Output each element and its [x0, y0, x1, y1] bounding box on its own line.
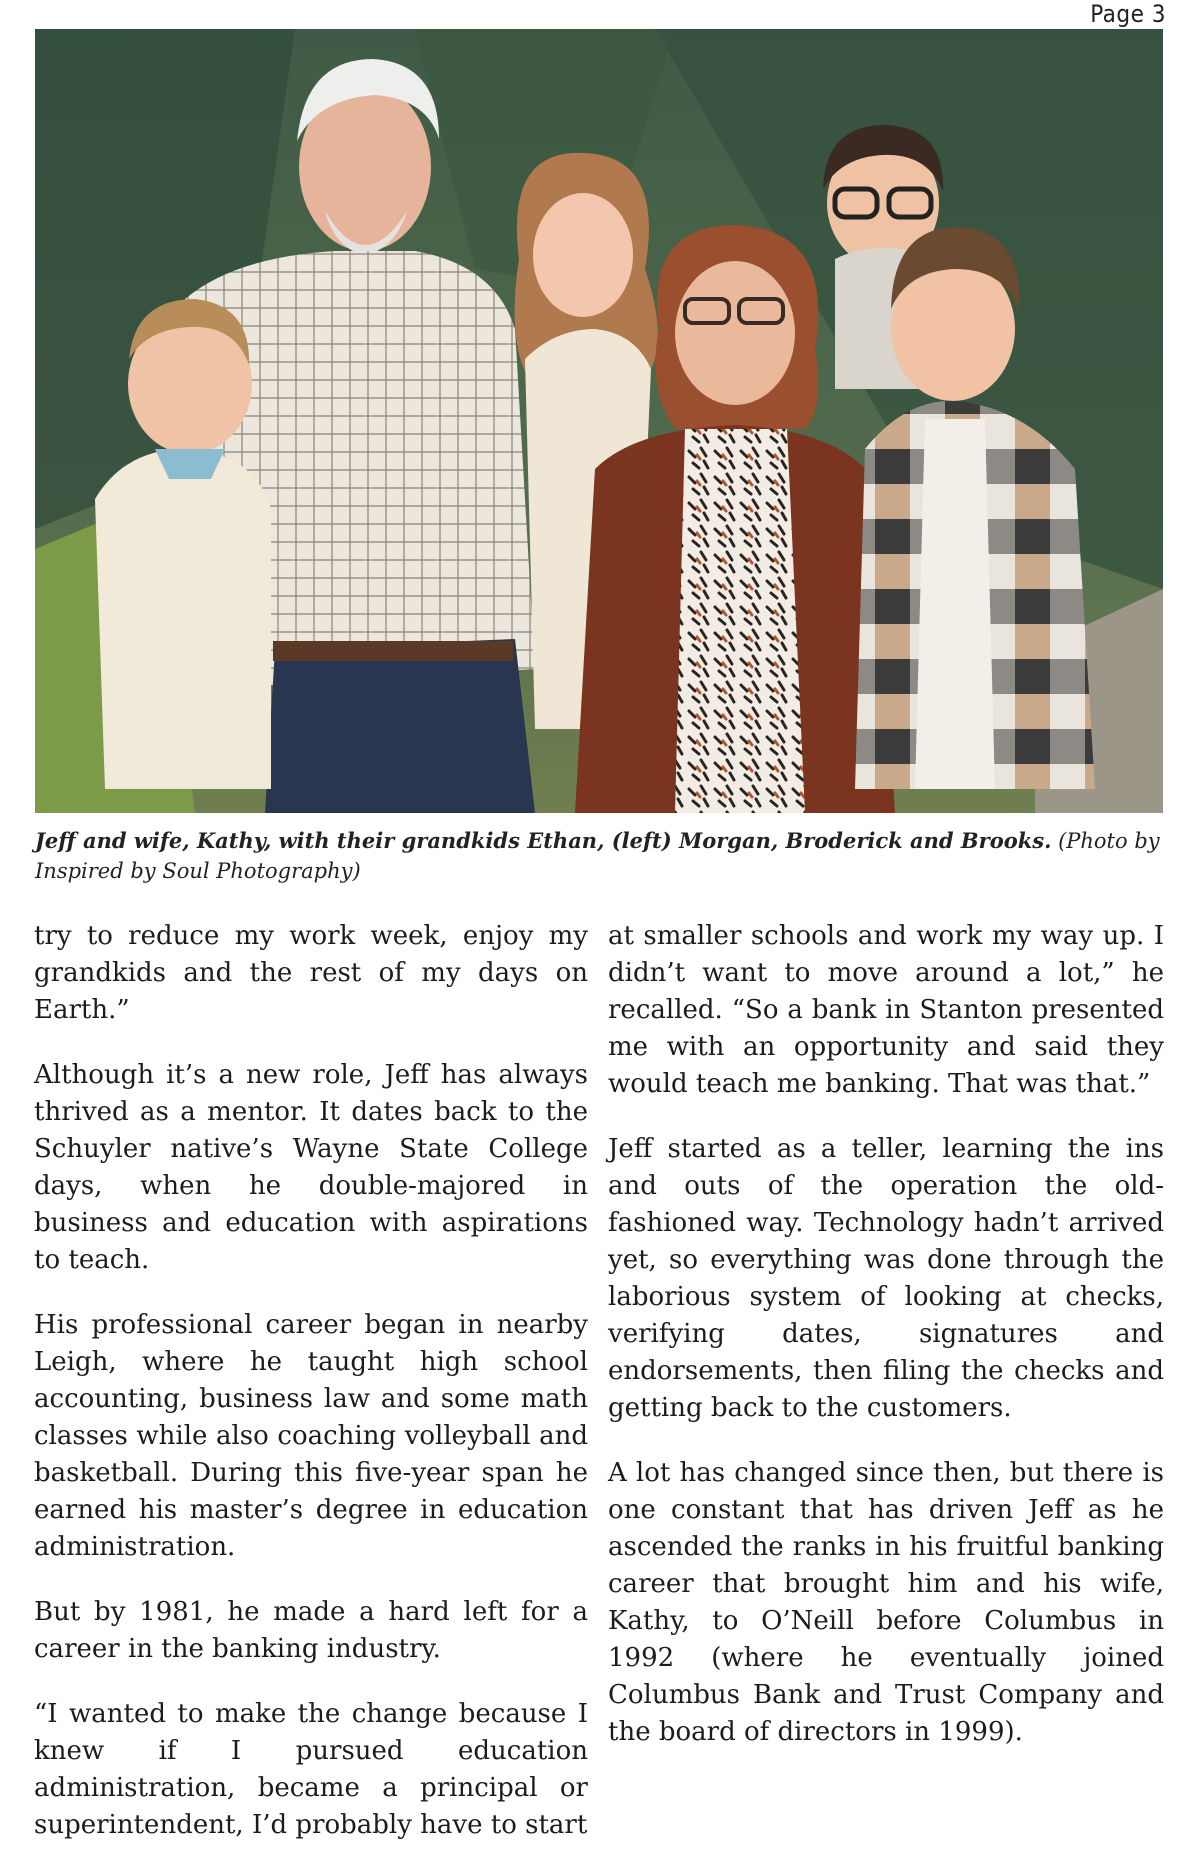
paragraph: at smaller schools and work my way up. I didn’t want to move around a lot,” he recalled. “So a bank in Stanton presented me with an opportunity and said they would teach me banking. That was that.”: [608, 921, 1164, 1099]
article-column-right: [608, 918, 1164, 1779]
paragraph: try to reduce my work week, enjoy my grandkids and the rest of my days on Earth.”: [34, 921, 588, 1025]
paragraph: A lot has changed since then, but there is one constant that has driven Jeff as he ascended the ranks in his fruitful banking career that brought him and his wife, Kathy, to O’Neill before Columbus in 1992 (where he eventually joined Columbus Bank and Trust Company and the board of directors in 1999).: [608, 1458, 1164, 1747]
paragraph: Although it’s a new role, Jeff has always thrived as a mentor. It dates back to the Schuyler native’s Wayne State College days, when he double-majored in business and education with aspirations to teach.: [34, 1060, 588, 1275]
paragraph: But by 1981, he made a hard left for a career in the banking industry.: [34, 1597, 588, 1664]
photo-caption: [35, 826, 1165, 886]
caption-names: Jeff and wife, Kathy, with their grandkids Ethan, (left) Morgan, Broderick and Brooks.: [35, 828, 1052, 853]
page-number: Page 3: [1090, 0, 1166, 28]
article-column-left: [34, 918, 588, 1872]
caption-credit: (Photo by Inspired by Soul Photography): [35, 829, 1160, 883]
paragraph: Jeff started as a teller, learning the ins and outs of the operation the old-fashioned way. Technology hadn’t arrived yet, so everything was done through the laborious system of looking at checks, verifying dates, signatures and endorsements, then filing the checks and getting back to the customers.: [608, 1134, 1164, 1423]
paragraph: “I wanted to make the change because I knew if I pursued education administration, became a principal or superintendent, I’d probably have to start: [34, 1699, 588, 1840]
paragraph: His professional career began in nearby Leigh, where he taught high school accounting, business law and some math classes while also coaching volleyball and basketball. During this five-year span he earned his master’s degree in education administration.: [34, 1310, 588, 1562]
family-photo: [35, 29, 1163, 813]
